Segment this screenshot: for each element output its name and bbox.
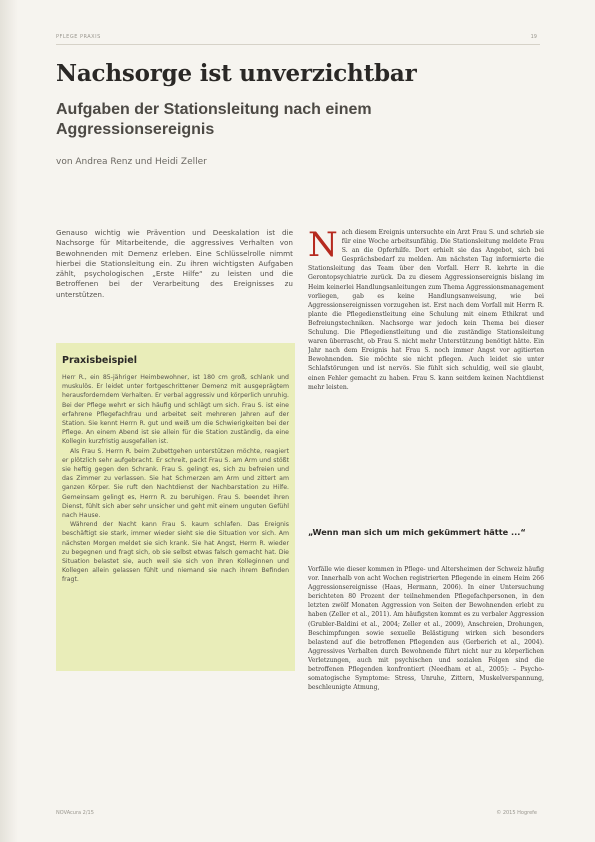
footer-journal: NOVAcura 2/15 — [56, 810, 94, 816]
intro-paragraph: Genauso wichtig wie Prävention und Deeskalation ist die Nachsorge für Mitarbeitende, die aggressives Verhalten von Bewohnenden mit Demenz erleben. Eine Schlüsselrolle nimmt hierbei die Stationsleitung ein. Zu ihren wichtigsten Aufgaben zählt, psychologischen „Erste Hilfe“ zu leisten und die Betroffenen bei der Verarbeitung des Ereignisses zu unterstützen. — [56, 228, 293, 299]
drop-cap: N — [308, 228, 338, 265]
header-divider — [56, 44, 540, 45]
left-column — [56, 228, 293, 300]
article-authors: von Andrea Renz und Heidi Zeller — [56, 157, 207, 167]
article-title: Nachsorge ist unverzichtbar — [56, 60, 417, 87]
box-paragraph: Während der Nacht kann Frau S. kaum schlafen. Das Ereignis beschäftigt sie stark, immer wieder sieht sie die Situation vor sich. Am nächsten Morgen meldet sie sich krank. Sie hat Angst, Herrn R. wieder zu begegnen und fragt sich, ob sie selbst etwas falsch gemacht hat. Die Situation belastet sie, auch weil sie sich von ihren Kolleginnen und Kollegen allein gelassen fühlt und niemand sie nach ihrem Befinden fragt. — [62, 521, 289, 584]
article-subtitle: Aufgaben der Stationsleitung nach einem Aggressionsereignis — [56, 101, 372, 138]
practice-example-box — [56, 343, 295, 671]
box-title: Praxisbeispiel — [62, 355, 138, 366]
scan-shadow — [0, 0, 18, 842]
footer-publisher: © 2015 Hogrefe — [496, 810, 537, 816]
body-paragraph-1 — [308, 228, 544, 556]
box-paragraph: Als Frau S. Herrn R. beim Zubettgehen unterstützen möchte, reagiert er plötzlich sehr aufgebracht. Er schreit, packt Frau S. am Arm und stößt sie heftig gegen den Schrank. Frau S. gelingt es, sich zu befreien und das Zimmer zu verlassen. Sie hat Schmerzen am Arm und zittert am ganzen Körper. Sie ruft den Nachtdienst der Nachbarstation zu Hilfe. Gemeinsam gelingt es, Herrn R. zu beruhigen. Frau S. beendet ihren Dienst, fühlt sich aber sehr unsicher und geht mit einem unguten Gefühl nach Hause. — [62, 447, 289, 520]
running-head: PFLEGE PRAXIS — [56, 34, 101, 40]
page-number: 19 — [530, 34, 537, 40]
body-paragraph-2: Vorfälle wie dieser kommen in Pflege- und Altersheimen der Schweiz häufig vor. Innerhalb von acht Wochen registrierten Pflegende in einem Heim 266 Aggressionsereignisse (Haas, Hermann, 2006). In einer Untersuchung berichteten 80 Prozent der teilnehmenden Pflegefachpersonen, in den letzten zwölf Monaten Aggression von Seiten der Bewohnenden erlebt zu haben (Zeller et al., 2011). Am häufigsten kommt es zu verbaler Aggression (Grubler-Baldini et al., 2004; Zeller et al., 2009), Anschreien, Drohungen, Beschimpfungen sowie sexuelle Belästigung wirken sich besonders belastend auf die betroffenen Pflegenden aus (Gerberich et al., 2004). Aggressives Verhalten durch Bewohnende führt nicht nur zu körperlichen Verletzungen, auch mit psychischen und sozialen Folgen sind die betroffenen Pflegenden konfrontiert (Needham et al., 2005): – Psycho-somatogische Symptome: Stress, Unruhe, Zittern, Muskelverspannung, beschleunigte Atmung, — [308, 566, 544, 692]
body-text-1: ach diesem Ereignis untersuchte ein Arzt Frau S. und schrieb sie für eine Woche arbeitsunfähig. Die Stationsleitung meldete Frau S. an die Opferhilfe. Dort erhielt sie das Angebot, sich bei Gesprächsbedarf zu melden. Am nächsten Tag informierte die Stationsleitung das Team über den Vorfall. Herr R. kehrte in die Gerontopsychiatrie zurück. Da zu diesem Aggressionsereignis bislang im Heim keinerlei Handlungsanleitungen zum Thema Aggressionsmanagement vorliegen, gab es keine Handlungsanweisung, wie bei Aggressionsereignissen vorzugehen ist. Erst nach dem Vorfall mit Herrn R. plante die Pflegedienstleitung eine Schulung mit einem Ethikrat und Befreiungstechniken. Nachsorge war jedoch kein Thema bei dieser Schulung. Die Pflegedienstleitung und die zuständige Stationsleitung waren überrascht, ob Frau S. nicht mehr Unterstützung benötigt hätte. Ein Jahr nach dem Ereignis hat Frau S. noch immer Angst vor agitierten Bewohnenden. Sie möchte sie nicht pflegen. Auch leidet sie unter Schlafstörungen und ist nervös. Sie fühlt sich schuldig, weil sie glaubt, einen Fehler gemacht zu haben. Frau S. kann seitdem keinen Nachtdienst mehr leisten. — [308, 229, 544, 391]
box-paragraph: Herr R., ein 85-jähriger Heimbewohner, ist 180 cm groß, schlank und muskulös. Er leidet unter fortgeschrittener Demenz mit ausgeprägtem herausforderndem Verhalten. Er verbal aggressiv und körperlich unruhig. Bei der Pflege wehrt er sich häufig und schlägt um sich. Frau S. ist eine erfahrene Pflegefachfrau und arbeitet seit mehreren Jahren auf der Station. Sie kennt Herrn R. gut und weiß um die Schwierigkeiten bei der Pflege. An einem Abend ist sie allein für die Station zuständig, da eine Kollegin kurzfristig ausgefallen ist. — [62, 374, 289, 446]
right-column — [308, 228, 544, 556]
section-subheading: „Wenn man sich um mich gekümmert hätte ...“ — [308, 527, 526, 537]
box-text — [62, 373, 289, 665]
